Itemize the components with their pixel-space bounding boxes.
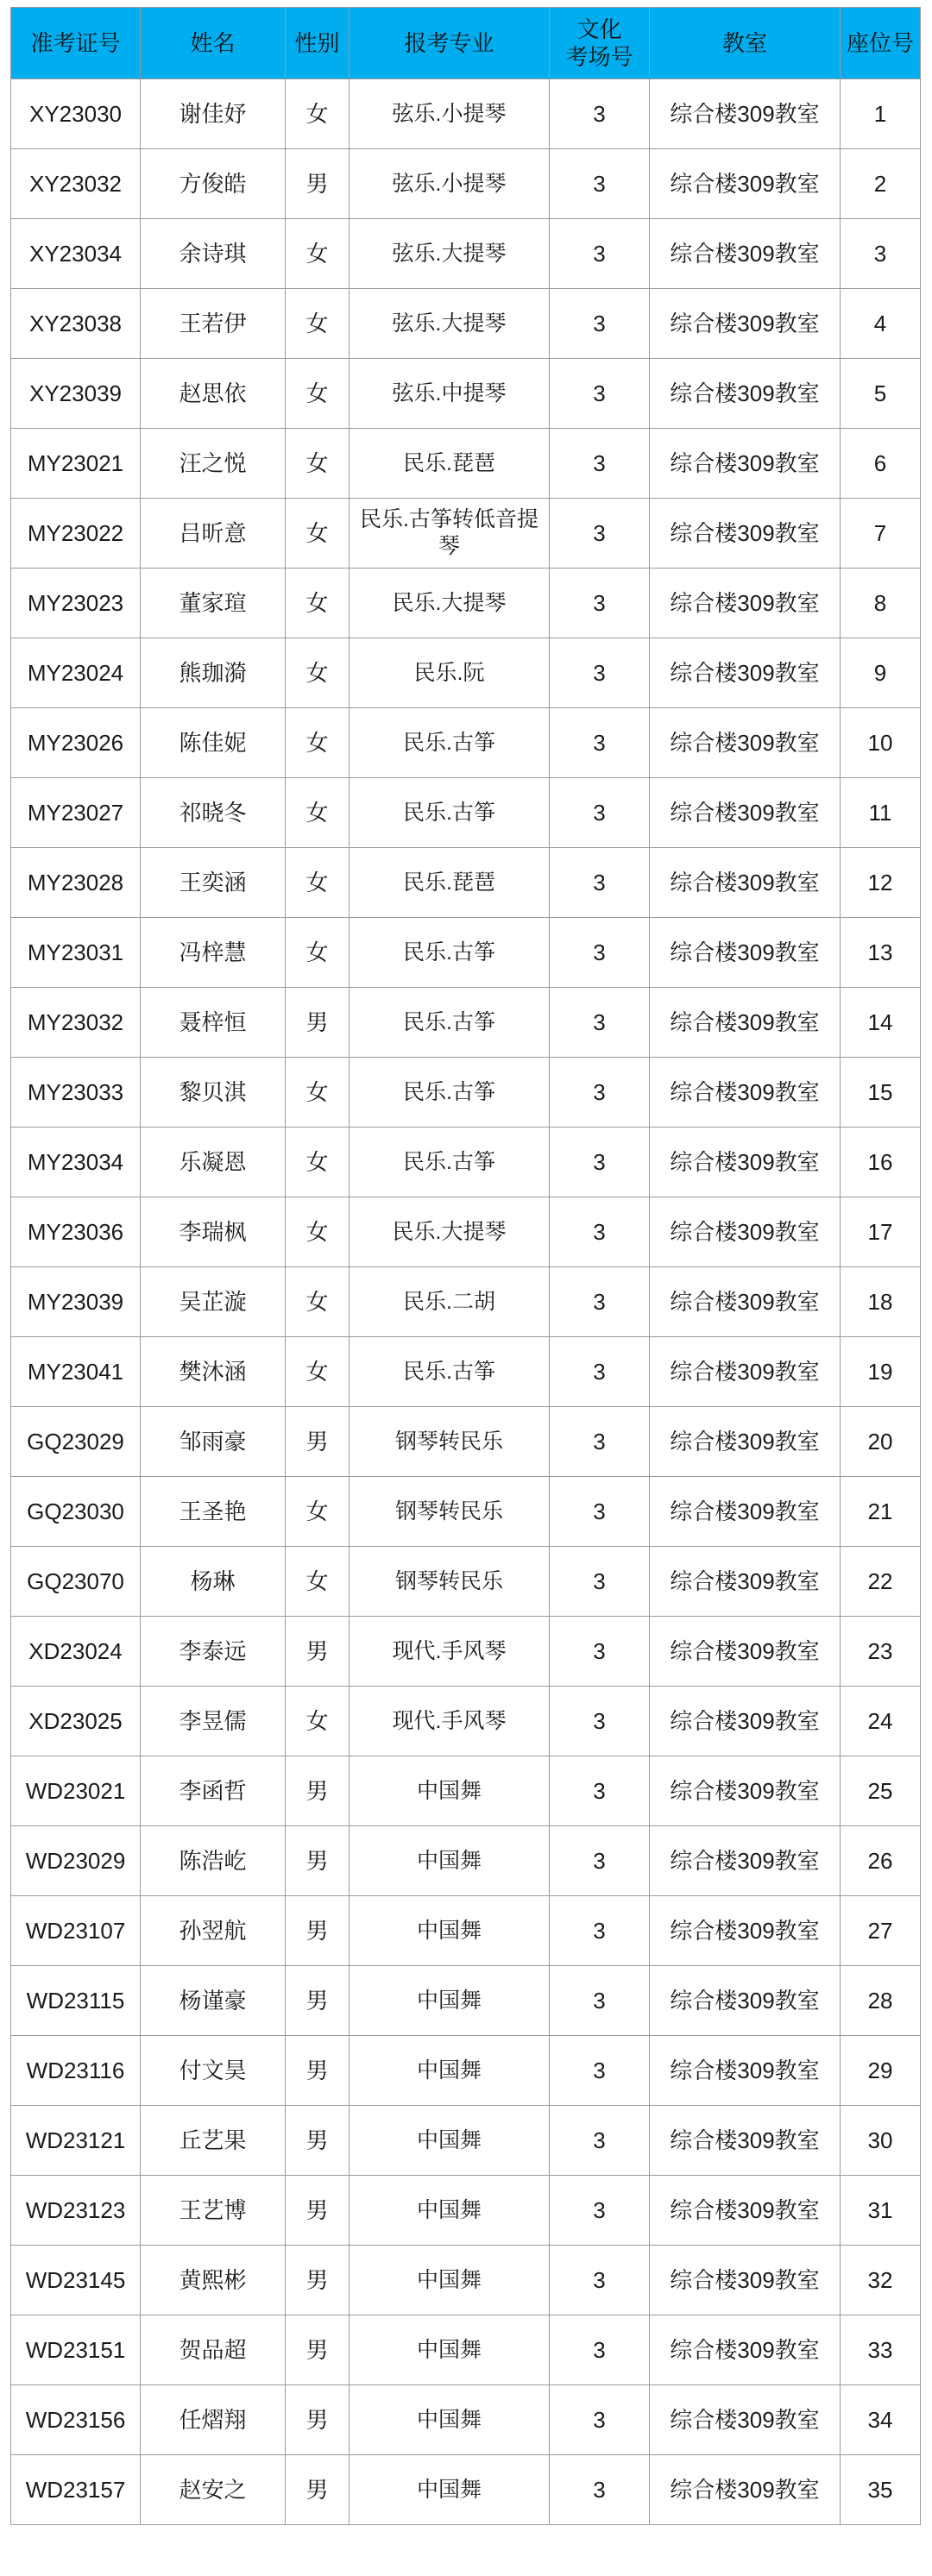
cell-name: 王艺博 [141, 2176, 286, 2246]
cell-gender: 男 [286, 1756, 350, 1826]
cell-classroom: 综合楼309教室 [650, 1128, 841, 1197]
cell-major: 民乐.大提琴 [350, 569, 550, 638]
table-row [11, 1197, 921, 1267]
table-row [11, 1128, 921, 1197]
cell-name: 孙翌航 [141, 1896, 286, 1966]
cell-seat-number: 33 [841, 2315, 921, 2385]
cell-admission-number: XD23025 [11, 1687, 141, 1756]
cell-name: 杨琳 [141, 1547, 286, 1617]
cell-exam-room-number: 3 [550, 429, 650, 499]
cell-name: 黎贝淇 [141, 1058, 286, 1128]
cell-seat-number: 20 [841, 1407, 921, 1477]
cell-classroom: 综合楼309教室 [650, 1547, 841, 1617]
cell-seat-number: 11 [841, 778, 921, 848]
table-row [11, 2036, 921, 2106]
table-row [11, 848, 921, 918]
cell-classroom: 综合楼309教室 [650, 569, 841, 638]
header-exam-room-line1: 文化 [576, 16, 622, 42]
cell-name: 董家瑄 [141, 569, 286, 638]
cell-admission-number: MY23036 [11, 1197, 141, 1267]
cell-exam-room-number: 3 [550, 1477, 650, 1547]
cell-gender: 男 [286, 2315, 350, 2385]
cell-name: 黄熙彬 [141, 2246, 286, 2315]
cell-admission-number: MY23024 [11, 638, 141, 708]
cell-exam-room-number: 3 [550, 1267, 650, 1337]
cell-exam-room-number: 3 [550, 1407, 650, 1477]
table-row [11, 2385, 921, 2455]
cell-major: 民乐.阮 [350, 638, 550, 708]
cell-classroom: 综合楼309教室 [650, 359, 841, 429]
cell-classroom: 综合楼309教室 [650, 2246, 841, 2315]
cell-gender: 女 [286, 1267, 350, 1337]
cell-seat-number: 30 [841, 2106, 921, 2176]
cell-classroom: 综合楼309教室 [650, 1756, 841, 1826]
cell-classroom: 综合楼309教室 [650, 848, 841, 918]
cell-name: 李瑞枫 [141, 1197, 286, 1267]
cell-gender: 女 [286, 1197, 350, 1267]
cell-classroom: 综合楼309教室 [650, 2455, 841, 2525]
header-classroom: 教室 [650, 8, 841, 79]
cell-admission-number: MY23022 [11, 499, 141, 569]
cell-gender: 女 [286, 289, 350, 359]
header-major: 报考专业 [350, 8, 550, 79]
cell-name: 余诗琪 [141, 219, 286, 289]
cell-gender: 男 [286, 2106, 350, 2176]
table-row [11, 2315, 921, 2385]
cell-admission-number: XD23024 [11, 1617, 141, 1687]
table-row [11, 359, 921, 429]
cell-classroom: 综合楼309教室 [650, 2036, 841, 2106]
cell-name: 杨谨豪 [141, 1966, 286, 2036]
cell-major: 现代.手风琴 [350, 1687, 550, 1756]
cell-gender: 女 [286, 1128, 350, 1197]
cell-admission-number: MY23023 [11, 569, 141, 638]
cell-major: 钢琴转民乐 [350, 1477, 550, 1547]
cell-admission-number: WD23123 [11, 2176, 141, 2246]
cell-seat-number: 6 [841, 429, 921, 499]
cell-major: 弦乐.中提琴 [350, 359, 550, 429]
cell-seat-number: 25 [841, 1756, 921, 1826]
cell-classroom: 综合楼309教室 [650, 1826, 841, 1896]
cell-exam-room-number: 3 [550, 1826, 650, 1896]
cell-major: 钢琴转民乐 [350, 1407, 550, 1477]
cell-gender: 女 [286, 359, 350, 429]
cell-admission-number: MY23031 [11, 918, 141, 988]
cell-gender: 女 [286, 1337, 350, 1407]
cell-gender: 男 [286, 1966, 350, 2036]
cell-exam-room-number: 3 [550, 1617, 650, 1687]
cell-seat-number: 18 [841, 1267, 921, 1337]
cell-major: 弦乐.小提琴 [350, 149, 550, 219]
cell-name: 任熠翔 [141, 2385, 286, 2455]
cell-gender: 男 [286, 149, 350, 219]
cell-classroom: 综合楼309教室 [650, 429, 841, 499]
cell-seat-number: 9 [841, 638, 921, 708]
cell-gender: 男 [286, 1617, 350, 1687]
table-row [11, 1058, 921, 1128]
table-row [11, 1966, 921, 2036]
cell-admission-number: WD23115 [11, 1966, 141, 2036]
cell-major: 中国舞 [350, 2106, 550, 2176]
cell-gender: 女 [286, 848, 350, 918]
cell-admission-number: WD23107 [11, 1896, 141, 1966]
table-row [11, 778, 921, 848]
cell-exam-room-number: 3 [550, 569, 650, 638]
cell-major: 民乐.大提琴 [350, 1197, 550, 1267]
table-row [11, 988, 921, 1058]
cell-admission-number: WD23156 [11, 2385, 141, 2455]
cell-name: 赵思依 [141, 359, 286, 429]
cell-exam-room-number: 3 [550, 2315, 650, 2385]
header-exam-room-number [550, 8, 650, 79]
cell-exam-room-number: 3 [550, 1756, 650, 1826]
cell-gender: 女 [286, 638, 350, 708]
cell-seat-number: 34 [841, 2385, 921, 2455]
cell-gender: 女 [286, 1058, 350, 1128]
cell-classroom: 综合楼309教室 [650, 79, 841, 149]
cell-name: 谢佳妤 [141, 79, 286, 149]
table-body [11, 79, 921, 2525]
cell-classroom: 综合楼309教室 [650, 1407, 841, 1477]
cell-classroom: 综合楼309教室 [650, 2106, 841, 2176]
cell-major: 民乐.古筝 [350, 988, 550, 1058]
cell-name: 王奕涵 [141, 848, 286, 918]
cell-seat-number: 12 [841, 848, 921, 918]
cell-seat-number: 17 [841, 1197, 921, 1267]
exam-seating-table-container [10, 7, 920, 2525]
cell-seat-number: 7 [841, 499, 921, 569]
cell-name: 赵安之 [141, 2455, 286, 2525]
cell-major: 民乐.古筝 [350, 778, 550, 848]
cell-exam-room-number: 3 [550, 708, 650, 778]
exam-seating-table [10, 7, 921, 2525]
cell-seat-number: 26 [841, 1826, 921, 1896]
cell-name: 方俊皓 [141, 149, 286, 219]
cell-admission-number: WD23145 [11, 2246, 141, 2315]
cell-exam-room-number: 3 [550, 2106, 650, 2176]
cell-classroom: 综合楼309教室 [650, 708, 841, 778]
cell-admission-number: MY23027 [11, 778, 141, 848]
cell-major: 钢琴转民乐 [350, 1547, 550, 1617]
cell-seat-number: 28 [841, 1966, 921, 2036]
cell-classroom: 综合楼309教室 [650, 988, 841, 1058]
cell-major: 中国舞 [350, 2176, 550, 2246]
cell-gender: 男 [286, 2176, 350, 2246]
cell-exam-room-number: 3 [550, 79, 650, 149]
cell-exam-room-number: 3 [550, 2246, 650, 2315]
cell-major: 民乐.琵琶 [350, 429, 550, 499]
table-row [11, 79, 921, 149]
cell-major: 现代.手风琴 [350, 1617, 550, 1687]
cell-classroom: 综合楼309教室 [650, 638, 841, 708]
cell-admission-number: MY23026 [11, 708, 141, 778]
cell-exam-room-number: 3 [550, 2455, 650, 2525]
cell-classroom: 综合楼309教室 [650, 918, 841, 988]
cell-exam-room-number: 3 [550, 1128, 650, 1197]
cell-seat-number: 2 [841, 149, 921, 219]
table-row [11, 2246, 921, 2315]
cell-admission-number: MY23021 [11, 429, 141, 499]
table-row [11, 429, 921, 499]
cell-major: 民乐.古筝 [350, 1337, 550, 1407]
cell-exam-room-number: 3 [550, 1687, 650, 1756]
cell-admission-number: XY23038 [11, 289, 141, 359]
table-row [11, 2455, 921, 2525]
cell-major: 弦乐.小提琴 [350, 79, 550, 149]
cell-name: 吕昕意 [141, 499, 286, 569]
cell-major: 中国舞 [350, 1756, 550, 1826]
cell-name: 陈浩屹 [141, 1826, 286, 1896]
table-row [11, 1547, 921, 1617]
cell-exam-room-number: 3 [550, 2176, 650, 2246]
cell-exam-room-number: 3 [550, 2036, 650, 2106]
cell-name: 熊珈漪 [141, 638, 286, 708]
header-row [11, 8, 921, 79]
cell-exam-room-number: 3 [550, 848, 650, 918]
cell-admission-number: MY23041 [11, 1337, 141, 1407]
cell-admission-number: WD23121 [11, 2106, 141, 2176]
cell-seat-number: 1 [841, 79, 921, 149]
cell-classroom: 综合楼309教室 [650, 1477, 841, 1547]
table-row [11, 219, 921, 289]
cell-seat-number: 22 [841, 1547, 921, 1617]
cell-gender: 女 [286, 219, 350, 289]
cell-gender: 男 [286, 2036, 350, 2106]
header-gender: 性别 [286, 8, 350, 79]
header-seat-number: 座位号 [841, 8, 921, 79]
cell-admission-number: WD23021 [11, 1756, 141, 1826]
cell-name: 祁晓冬 [141, 778, 286, 848]
cell-gender: 女 [286, 429, 350, 499]
cell-classroom: 综合楼309教室 [650, 1966, 841, 2036]
cell-gender: 男 [286, 2246, 350, 2315]
header-name: 姓名 [141, 8, 286, 79]
cell-admission-number: XY23032 [11, 149, 141, 219]
cell-exam-room-number: 3 [550, 638, 650, 708]
cell-exam-room-number: 3 [550, 918, 650, 988]
cell-seat-number: 3 [841, 219, 921, 289]
cell-name: 丘艺果 [141, 2106, 286, 2176]
table-row [11, 499, 921, 569]
cell-name: 李泰远 [141, 1617, 286, 1687]
cell-exam-room-number: 3 [550, 289, 650, 359]
cell-admission-number: WD23116 [11, 2036, 141, 2106]
table-row [11, 638, 921, 708]
cell-major: 中国舞 [350, 2246, 550, 2315]
cell-name: 汪之悦 [141, 429, 286, 499]
cell-exam-room-number: 3 [550, 988, 650, 1058]
cell-major: 民乐.琵琶 [350, 848, 550, 918]
cell-exam-room-number: 3 [550, 1337, 650, 1407]
cell-name: 聂梓恒 [141, 988, 286, 1058]
cell-admission-number: MY23028 [11, 848, 141, 918]
cell-admission-number: WD23029 [11, 1826, 141, 1896]
cell-name: 李函哲 [141, 1756, 286, 1826]
cell-seat-number: 21 [841, 1477, 921, 1547]
cell-name: 邹雨豪 [141, 1407, 286, 1477]
cell-exam-room-number: 3 [550, 1197, 650, 1267]
cell-exam-room-number: 3 [550, 149, 650, 219]
cell-major: 民乐.古筝 [350, 1058, 550, 1128]
cell-exam-room-number: 3 [550, 2385, 650, 2455]
cell-seat-number: 13 [841, 918, 921, 988]
table-row [11, 569, 921, 638]
cell-seat-number: 27 [841, 1896, 921, 1966]
cell-gender: 男 [286, 2455, 350, 2525]
cell-seat-number: 5 [841, 359, 921, 429]
cell-admission-number: WD23151 [11, 2315, 141, 2385]
cell-admission-number: GQ23029 [11, 1407, 141, 1477]
table-row [11, 1687, 921, 1756]
cell-classroom: 综合楼309教室 [650, 219, 841, 289]
cell-gender: 女 [286, 79, 350, 149]
cell-seat-number: 35 [841, 2455, 921, 2525]
cell-major: 中国舞 [350, 2455, 550, 2525]
table-row [11, 2176, 921, 2246]
cell-admission-number: XY23034 [11, 219, 141, 289]
cell-exam-room-number: 3 [550, 1547, 650, 1617]
cell-seat-number: 19 [841, 1337, 921, 1407]
cell-gender: 男 [286, 988, 350, 1058]
cell-admission-number: XY23039 [11, 359, 141, 429]
cell-classroom: 综合楼309教室 [650, 1197, 841, 1267]
cell-exam-room-number: 3 [550, 499, 650, 569]
table-row [11, 1896, 921, 1966]
cell-exam-room-number: 3 [550, 1896, 650, 1966]
cell-classroom: 综合楼309教室 [650, 149, 841, 219]
cell-gender: 女 [286, 569, 350, 638]
table-row [11, 1337, 921, 1407]
cell-seat-number: 24 [841, 1687, 921, 1756]
cell-major: 民乐.古筝 [350, 1128, 550, 1197]
cell-gender: 女 [286, 778, 350, 848]
cell-exam-room-number: 3 [550, 1966, 650, 2036]
cell-seat-number: 31 [841, 2176, 921, 2246]
table-row [11, 2106, 921, 2176]
cell-major: 民乐.古筝转低音提琴 [350, 499, 550, 569]
cell-classroom: 综合楼309教室 [650, 2176, 841, 2246]
cell-name: 贺品超 [141, 2315, 286, 2385]
cell-admission-number: MY23033 [11, 1058, 141, 1128]
cell-classroom: 综合楼309教室 [650, 499, 841, 569]
cell-classroom: 综合楼309教室 [650, 1267, 841, 1337]
cell-admission-number: GQ23070 [11, 1547, 141, 1617]
cell-classroom: 综合楼309教室 [650, 1058, 841, 1128]
cell-seat-number: 23 [841, 1617, 921, 1687]
header-exam-room-line2: 考场号 [565, 44, 633, 70]
cell-exam-room-number: 3 [550, 219, 650, 289]
cell-name: 冯梓慧 [141, 918, 286, 988]
cell-classroom: 综合楼309教室 [650, 2385, 841, 2455]
cell-gender: 女 [286, 1547, 350, 1617]
cell-seat-number: 10 [841, 708, 921, 778]
cell-name: 陈佳妮 [141, 708, 286, 778]
cell-name: 乐凝恩 [141, 1128, 286, 1197]
cell-major: 弦乐.大提琴 [350, 219, 550, 289]
cell-gender: 女 [286, 1687, 350, 1756]
cell-seat-number: 15 [841, 1058, 921, 1128]
cell-seat-number: 16 [841, 1128, 921, 1197]
cell-exam-room-number: 3 [550, 1058, 650, 1128]
cell-name: 樊沐涵 [141, 1337, 286, 1407]
cell-seat-number: 32 [841, 2246, 921, 2315]
cell-major: 民乐.古筝 [350, 918, 550, 988]
cell-exam-room-number: 3 [550, 778, 650, 848]
cell-name: 王圣艳 [141, 1477, 286, 1547]
cell-admission-number: GQ23030 [11, 1477, 141, 1547]
cell-major: 中国舞 [350, 1966, 550, 2036]
cell-name: 李昱儒 [141, 1687, 286, 1756]
cell-gender: 男 [286, 1407, 350, 1477]
cell-major: 中国舞 [350, 2315, 550, 2385]
table-row [11, 708, 921, 778]
cell-gender: 男 [286, 1826, 350, 1896]
cell-major: 中国舞 [350, 1896, 550, 1966]
cell-gender: 女 [286, 708, 350, 778]
header-admission-number: 准考证号 [11, 8, 141, 79]
table-row [11, 1617, 921, 1687]
cell-major: 弦乐.大提琴 [350, 289, 550, 359]
cell-major: 民乐.古筝 [350, 708, 550, 778]
cell-seat-number: 29 [841, 2036, 921, 2106]
cell-classroom: 综合楼309教室 [650, 2315, 841, 2385]
cell-major: 中国舞 [350, 2036, 550, 2106]
cell-classroom: 综合楼309教室 [650, 289, 841, 359]
table-row [11, 1477, 921, 1547]
cell-admission-number: MY23032 [11, 988, 141, 1058]
table-row [11, 1407, 921, 1477]
cell-name: 付文昊 [141, 2036, 286, 2106]
cell-major: 民乐.二胡 [350, 1267, 550, 1337]
cell-admission-number: WD23157 [11, 2455, 141, 2525]
cell-major: 中国舞 [350, 2385, 550, 2455]
cell-admission-number: MY23034 [11, 1128, 141, 1197]
table-row [11, 918, 921, 988]
cell-admission-number: XY23030 [11, 79, 141, 149]
cell-seat-number: 14 [841, 988, 921, 1058]
cell-name: 吴芷漩 [141, 1267, 286, 1337]
cell-classroom: 综合楼309教室 [650, 1896, 841, 1966]
cell-classroom: 综合楼309教室 [650, 1337, 841, 1407]
cell-seat-number: 8 [841, 569, 921, 638]
table-row [11, 1756, 921, 1826]
table-row [11, 149, 921, 219]
table-row [11, 289, 921, 359]
cell-gender: 女 [286, 1477, 350, 1547]
cell-gender: 女 [286, 918, 350, 988]
table-row [11, 1826, 921, 1896]
cell-classroom: 综合楼309教室 [650, 778, 841, 848]
cell-major: 中国舞 [350, 1826, 550, 1896]
cell-exam-room-number: 3 [550, 359, 650, 429]
cell-classroom: 综合楼309教室 [650, 1617, 841, 1687]
cell-classroom: 综合楼309教室 [650, 1687, 841, 1756]
cell-seat-number: 4 [841, 289, 921, 359]
cell-gender: 女 [286, 499, 350, 569]
cell-gender: 男 [286, 2385, 350, 2455]
cell-admission-number: MY23039 [11, 1267, 141, 1337]
cell-gender: 男 [286, 1896, 350, 1966]
cell-name: 王若伊 [141, 289, 286, 359]
table-row [11, 1267, 921, 1337]
